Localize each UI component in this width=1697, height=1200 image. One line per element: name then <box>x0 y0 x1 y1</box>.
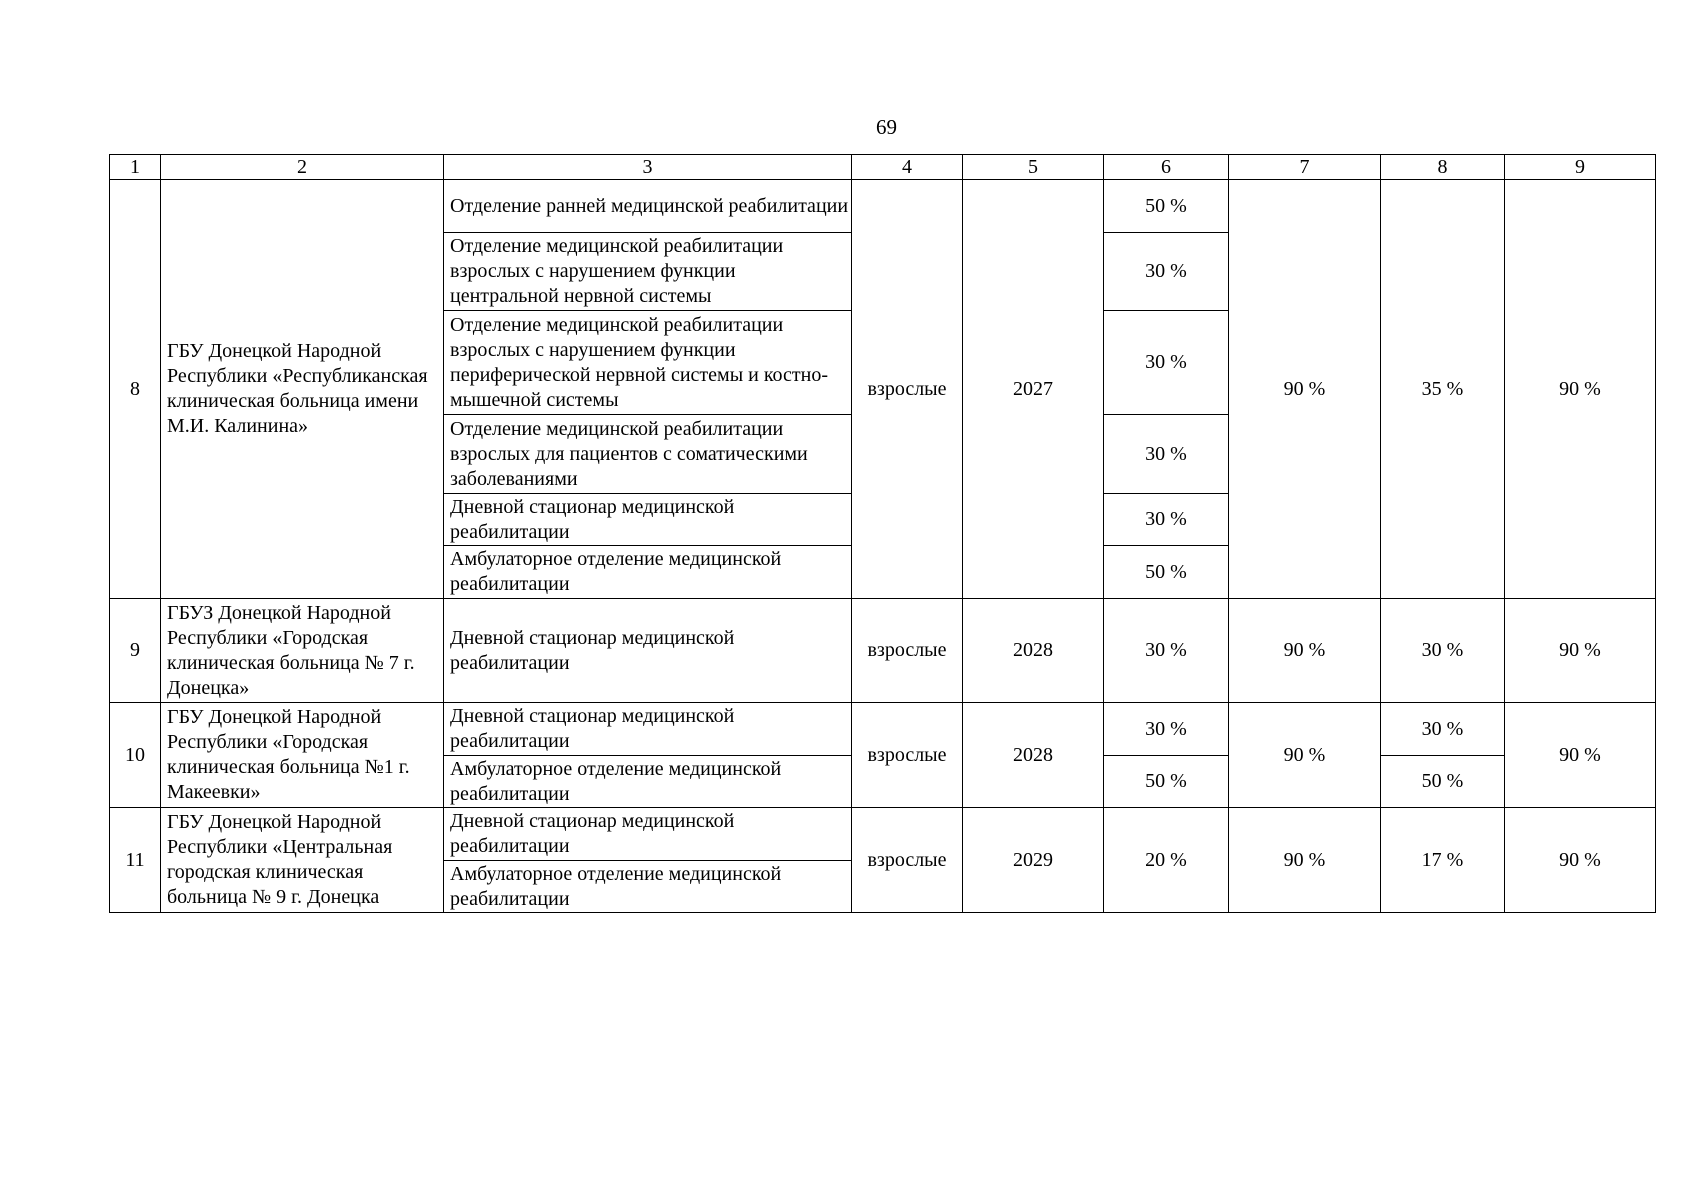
row-number: 10 <box>110 703 161 808</box>
pct-cell: 30 % <box>1104 233 1229 311</box>
year-cell: 2027 <box>963 180 1104 599</box>
unit-cell: Дневной стационар медицинской реабилитации <box>444 703 852 756</box>
pct-cell: 30 % <box>1104 599 1229 703</box>
pct-cell: 50 % <box>1104 546 1229 599</box>
pct-cell: 30 % <box>1104 494 1229 546</box>
col8-cell: 30 % <box>1381 599 1505 703</box>
col8-cell: 35 % <box>1381 180 1505 599</box>
organization-cell: ГБУЗ Донецкой Народной Республики «Городская клиническая больница № 7 г. Донецка» <box>161 599 444 703</box>
unit-cell: Амбулаторное отделение медицинской реабилитации <box>444 756 852 808</box>
group-cell: взрослые <box>852 599 963 703</box>
col7-cell: 90 % <box>1229 599 1381 703</box>
unit-cell: Амбулаторное отделение медицинской реабилитации <box>444 546 852 599</box>
data-table <box>109 154 1656 913</box>
unit-cell: Отделение ранней медицинской реабилитации <box>444 180 852 233</box>
organization-cell: ГБУ Донецкой Народной Республики «Городская клиническая больница №1 г. Макеевки» <box>161 703 444 808</box>
pct-cell: 30 % <box>1104 311 1229 415</box>
col9-cell: 90 % <box>1505 703 1656 808</box>
page-number: 69 <box>876 115 897 139</box>
header-cell-7: 7 <box>1229 155 1381 180</box>
unit-cell: Дневной стационар медицинской реабилитации <box>444 808 852 861</box>
pct-cell: 50 % <box>1104 180 1229 233</box>
col7-cell: 90 % <box>1229 808 1381 913</box>
group-cell: взрослые <box>852 180 963 599</box>
pct-cell: 20 % <box>1104 808 1229 913</box>
group-cell: взрослые <box>852 703 963 808</box>
table-row <box>110 808 1656 861</box>
col9-cell: 90 % <box>1505 808 1656 913</box>
col8-cell: 30 % <box>1381 703 1505 756</box>
organization-cell: ГБУ Донецкой Народной Республики «Центральная городская клиническая больница № 9 г. Донецка <box>161 808 444 913</box>
col8-cell: 17 % <box>1381 808 1505 913</box>
table-row <box>110 703 1656 756</box>
unit-cell: Дневной стационар медицинской реабилитации <box>444 494 852 546</box>
header-cell-6: 6 <box>1104 155 1229 180</box>
unit-cell: Отделение медицинской реабилитации взрослых с нарушением функции периферической нервной системы и костно-мышечной системы <box>444 311 852 415</box>
col7-cell: 90 % <box>1229 180 1381 599</box>
unit-cell: Отделение медицинской реабилитации взрослых с нарушением функции центральной нервной системы <box>444 233 852 311</box>
year-cell: 2028 <box>963 703 1104 808</box>
unit-cell: Амбулаторное отделение медицинской реабилитации <box>444 861 852 913</box>
col7-cell: 90 % <box>1229 703 1381 808</box>
pct-cell: 30 % <box>1104 415 1229 494</box>
header-row <box>110 155 1656 180</box>
year-cell: 2029 <box>963 808 1104 913</box>
unit-cell: Дневной стационар медицинской реабилитации <box>444 599 852 703</box>
header-cell-2: 2 <box>161 155 444 180</box>
organization-cell: ГБУ Донецкой Народной Республики «Республиканская клиническая больница имени М.И. Калинина» <box>161 180 444 599</box>
row-number: 8 <box>110 180 161 599</box>
col9-cell: 90 % <box>1505 180 1656 599</box>
header-cell-9: 9 <box>1505 155 1656 180</box>
row-number: 11 <box>110 808 161 913</box>
header-cell-1: 1 <box>110 155 161 180</box>
header-cell-8: 8 <box>1381 155 1505 180</box>
col9-cell: 90 % <box>1505 599 1656 703</box>
table-row <box>110 599 1656 703</box>
header-cell-5: 5 <box>963 155 1104 180</box>
group-cell: взрослые <box>852 808 963 913</box>
year-cell: 2028 <box>963 599 1104 703</box>
table-row <box>110 180 1656 233</box>
unit-cell: Отделение медицинской реабилитации взрослых для пациентов с соматическими заболеваниями <box>444 415 852 494</box>
header-cell-4: 4 <box>852 155 963 180</box>
row-number: 9 <box>110 599 161 703</box>
pct-cell: 30 % <box>1104 703 1229 756</box>
header-cell-3: 3 <box>444 155 852 180</box>
col8-cell: 50 % <box>1381 756 1505 808</box>
pct-cell: 50 % <box>1104 756 1229 808</box>
